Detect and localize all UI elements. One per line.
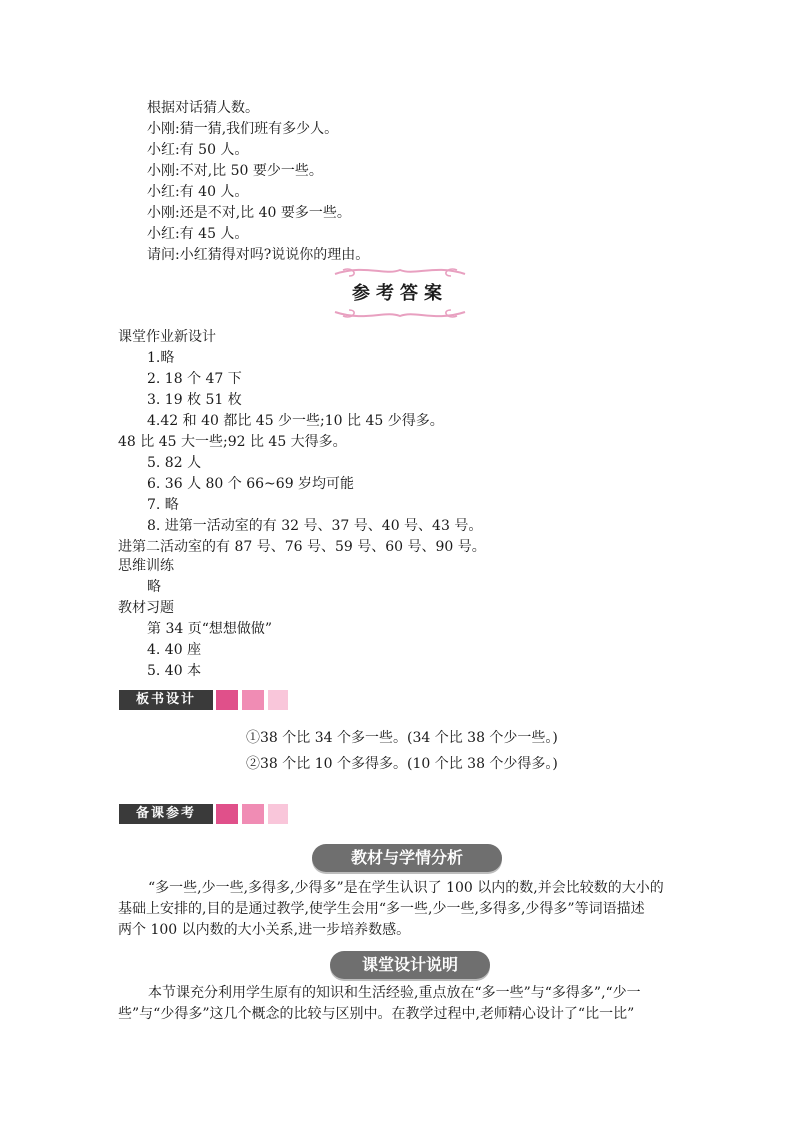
board-design-label: 板书设计 [119, 690, 216, 710]
answer-banner [325, 262, 475, 324]
answer-line: 进第二活动室的有 87 号、76 号、59 号、60 号、90 号。 [118, 539, 486, 555]
tag-square-icon [242, 804, 264, 824]
answer-line: 2. 18 个 47 下 [147, 371, 242, 387]
answer-line: 第 34 页“想想做做” [147, 621, 273, 637]
prep-reference-tag [119, 804, 299, 824]
answer-line: 4. 40 座 [147, 642, 202, 658]
dialogue-line: 请问:小红猜得对吗?说说你的理由。 [147, 247, 370, 263]
analysis-title: 教材与学情分析 [312, 844, 502, 872]
answer-line: 1.略 [147, 350, 175, 366]
paragraph-line: 些”与“少得多”这几个概念的比较与区别中。在教学过程中,老师精心设计了“比一比” [118, 1006, 635, 1022]
tag-square-icon [242, 690, 264, 710]
paragraph-line: 本节课充分利用学生原有的知识和生活经验,重点放在“多一些”与“多得多”,“少一 [148, 985, 641, 1001]
answer-line: 6. 36 人 80 个 66~69 岁均可能 [147, 476, 355, 492]
section-heading: 教材习题 [118, 600, 174, 616]
answer-line: 7. 略 [147, 497, 179, 513]
dialogue-line: 小红:有 40 人。 [147, 184, 249, 200]
dialogue-line: 小刚:不对,比 50 要少一些。 [147, 163, 323, 179]
answer-line: 3. 19 枚 51 枚 [147, 392, 242, 408]
analysis-paragraph [118, 878, 678, 941]
dialogue-line: 小红:有 50 人。 [147, 142, 249, 158]
dialogue-line: 小刚:猜一猜,我们班有多少人。 [147, 121, 339, 137]
tag-square-icon [216, 690, 238, 710]
design-paragraph [118, 983, 678, 1025]
paragraph-line: 两个 100 以内数的大小关系,进一步培养数感。 [118, 922, 411, 938]
tag-square-icon [268, 690, 288, 710]
board-design-tag [119, 690, 299, 710]
design-title: 课堂设计说明 [330, 951, 490, 979]
dialogue-line: 小红:有 45 人。 [147, 226, 249, 242]
answer-line: 5. 82 人 [147, 455, 202, 471]
answer-line: 5. 40 本 [147, 663, 202, 679]
answer-line: 略 [147, 579, 161, 595]
answer-banner-title: 参考答案 [352, 283, 448, 304]
section-heading: 思维训练 [118, 558, 174, 574]
paragraph-line: 基础上安排的,目的是通过教学,使学生会用“多一些,少一些,多得多,少得多”等词语描述 [118, 901, 645, 917]
paragraph-line: “多一些,少一些,多得多,少得多”是在学生认识了 100 以内的数,并会比较数的大小的 [148, 880, 664, 896]
tag-square-icon [268, 804, 288, 824]
board-line: ②38 个比 10 个多得多。(10 个比 38 个少得多。) [246, 756, 558, 772]
prep-reference-label: 备课参考 [119, 804, 216, 824]
section-heading: 课堂作业新设计 [118, 329, 216, 345]
dialogue-line: 小刚:还是不对,比 40 要多一些。 [147, 205, 351, 221]
answer-line: 48 比 45 大一些;92 比 45 大得多。 [118, 434, 347, 450]
board-line: ①38 个比 34 个多一些。(34 个比 38 个少一些。) [246, 730, 558, 746]
answer-line: 8. 进第一活动室的有 32 号、37 号、40 号、43 号。 [147, 518, 483, 534]
dialogue-line: 根据对话猜人数。 [147, 100, 259, 116]
tag-square-icon [216, 804, 238, 824]
answer-line: 4.42 和 40 都比 45 少一些;10 比 45 少得多。 [147, 413, 444, 429]
